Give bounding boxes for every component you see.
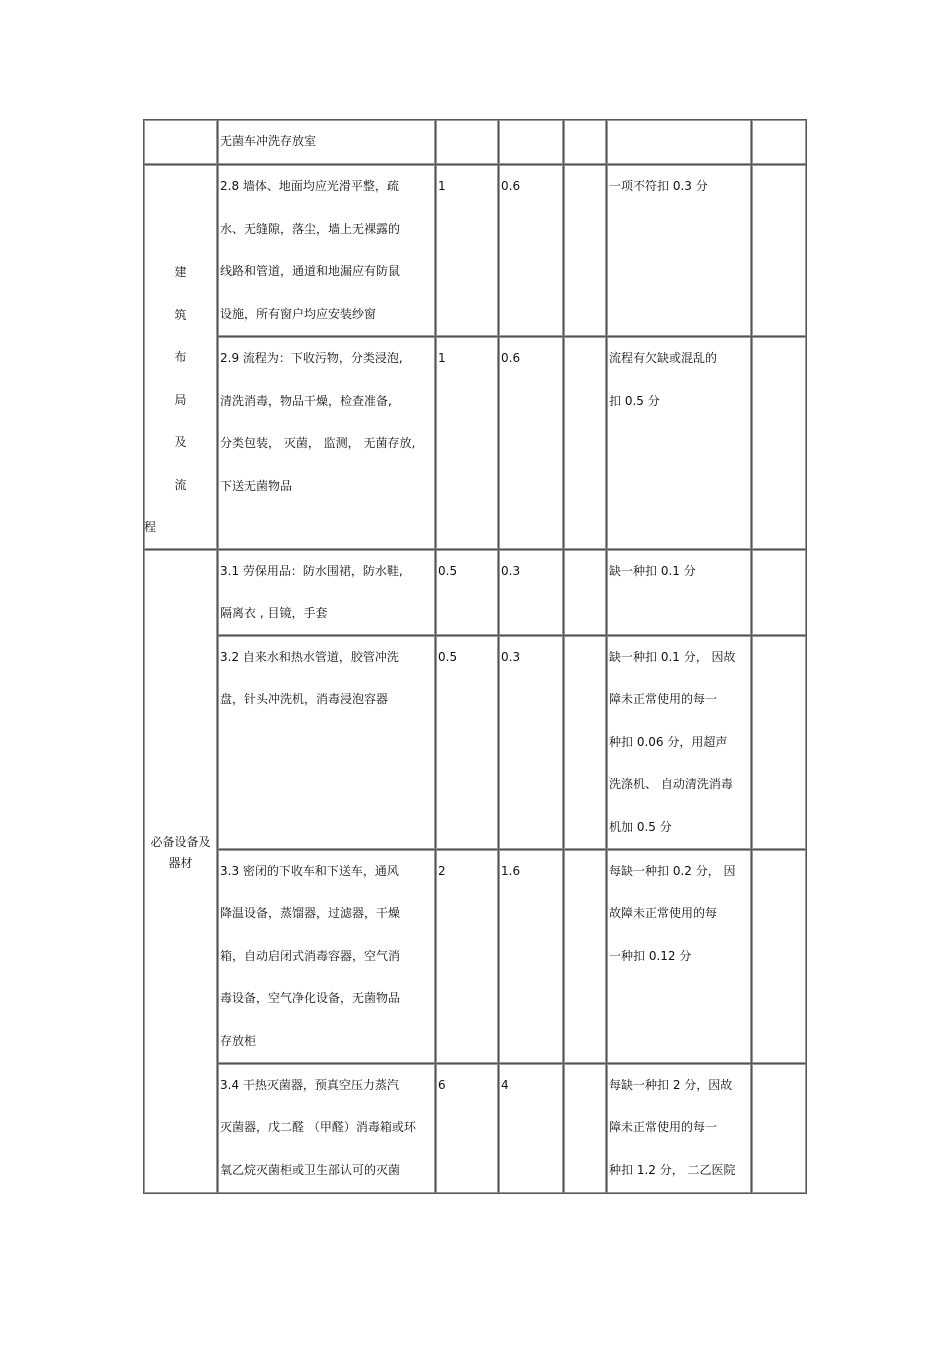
score-cell: 6	[436, 1063, 499, 1193]
score-cell: 0.5	[436, 635, 499, 849]
item-cell: 3.1 劳保用品：防水围裙，防水鞋, 隔离衣 , 目镜，手套	[218, 549, 436, 635]
deduction-cell: 1.6	[499, 849, 564, 1063]
deduction-cell: 0.3	[499, 635, 564, 849]
item-cell: 3.2 自来水和热水管道，胶管冲洗 盘，针头冲洗机，消毒浸泡容器	[218, 635, 436, 849]
rule-cell: 一项不符扣 0.3 分	[607, 165, 752, 337]
rule-cell: 流程有欠缺或混乱的 扣 0.5 分	[607, 337, 752, 549]
rule-cell: 每缺一种扣 2 分，因故 障未正常使用的每一 种扣 1.2 分， 二乙医院	[607, 1063, 752, 1193]
item-cell: 2.9 流程为：下收污物，分类浸泡, 清洗消毒，物品干燥，检查准备, 分类包装， 灭菌， 监测， 无菌存放, 下送无菌物品	[218, 337, 436, 549]
item-cell: 3.4 干热灭菌器，预真空压力蒸汽 灭菌器，戊二醛 （甲醛）消毒箱或环 氧乙烷灭菌柜或卫生部认可的灭菌	[218, 1063, 436, 1193]
item-cell: 2.8 墙体、地面均应光滑平整，疏 水、无缝隙，落尘，墙上无裸露的 线路和管道，通道和地漏应有防鼠 设施，所有窗户均应安装纱窗	[218, 165, 436, 337]
category-cell-empty	[144, 120, 218, 165]
table-row	[144, 849, 807, 1063]
table-row	[144, 337, 807, 549]
table-row	[144, 549, 807, 635]
category-equipment: 必备设备及 器材	[144, 549, 218, 1193]
rule-cell: 缺一种扣 0.1 分	[607, 549, 752, 635]
deduction-cell: 0.6	[499, 165, 564, 337]
rule-cell: 缺一种扣 0.1 分， 因故 障未正常使用的每一 种扣 0.06 分，用超声 洗涤机、 自动清洗消毒 机加 0.5 分	[607, 635, 752, 849]
deduction-cell: 4	[499, 1063, 564, 1193]
deduction-cell: 0.3	[499, 549, 564, 635]
score-cell: 2	[436, 849, 499, 1063]
deduction-cell: 0.6	[499, 337, 564, 549]
score-cell: 1	[436, 165, 499, 337]
table-row	[144, 635, 807, 849]
rule-cell: 每缺一种扣 0.2 分， 因 故障未正常使用的每 一种扣 0.12 分	[607, 849, 752, 1063]
category-building-layout: 建 筑 布 局 及 流 程	[144, 165, 218, 550]
standards-table	[143, 119, 807, 1194]
table-row	[144, 120, 807, 165]
table-row	[144, 1063, 807, 1193]
item-cell: 3.3 密闭的下收车和下送车，通风 降温设备，蒸馏器，过滤器，干燥 箱，自动启闭式消毒容器，空气消 毒设备，空气净化设备，无菌物品 存放柜	[218, 849, 436, 1063]
item-cell: 无菌车冲洗存放室	[218, 120, 436, 165]
table-row	[144, 165, 807, 337]
score-cell: 0.5	[436, 549, 499, 635]
score-cell: 1	[436, 337, 499, 549]
